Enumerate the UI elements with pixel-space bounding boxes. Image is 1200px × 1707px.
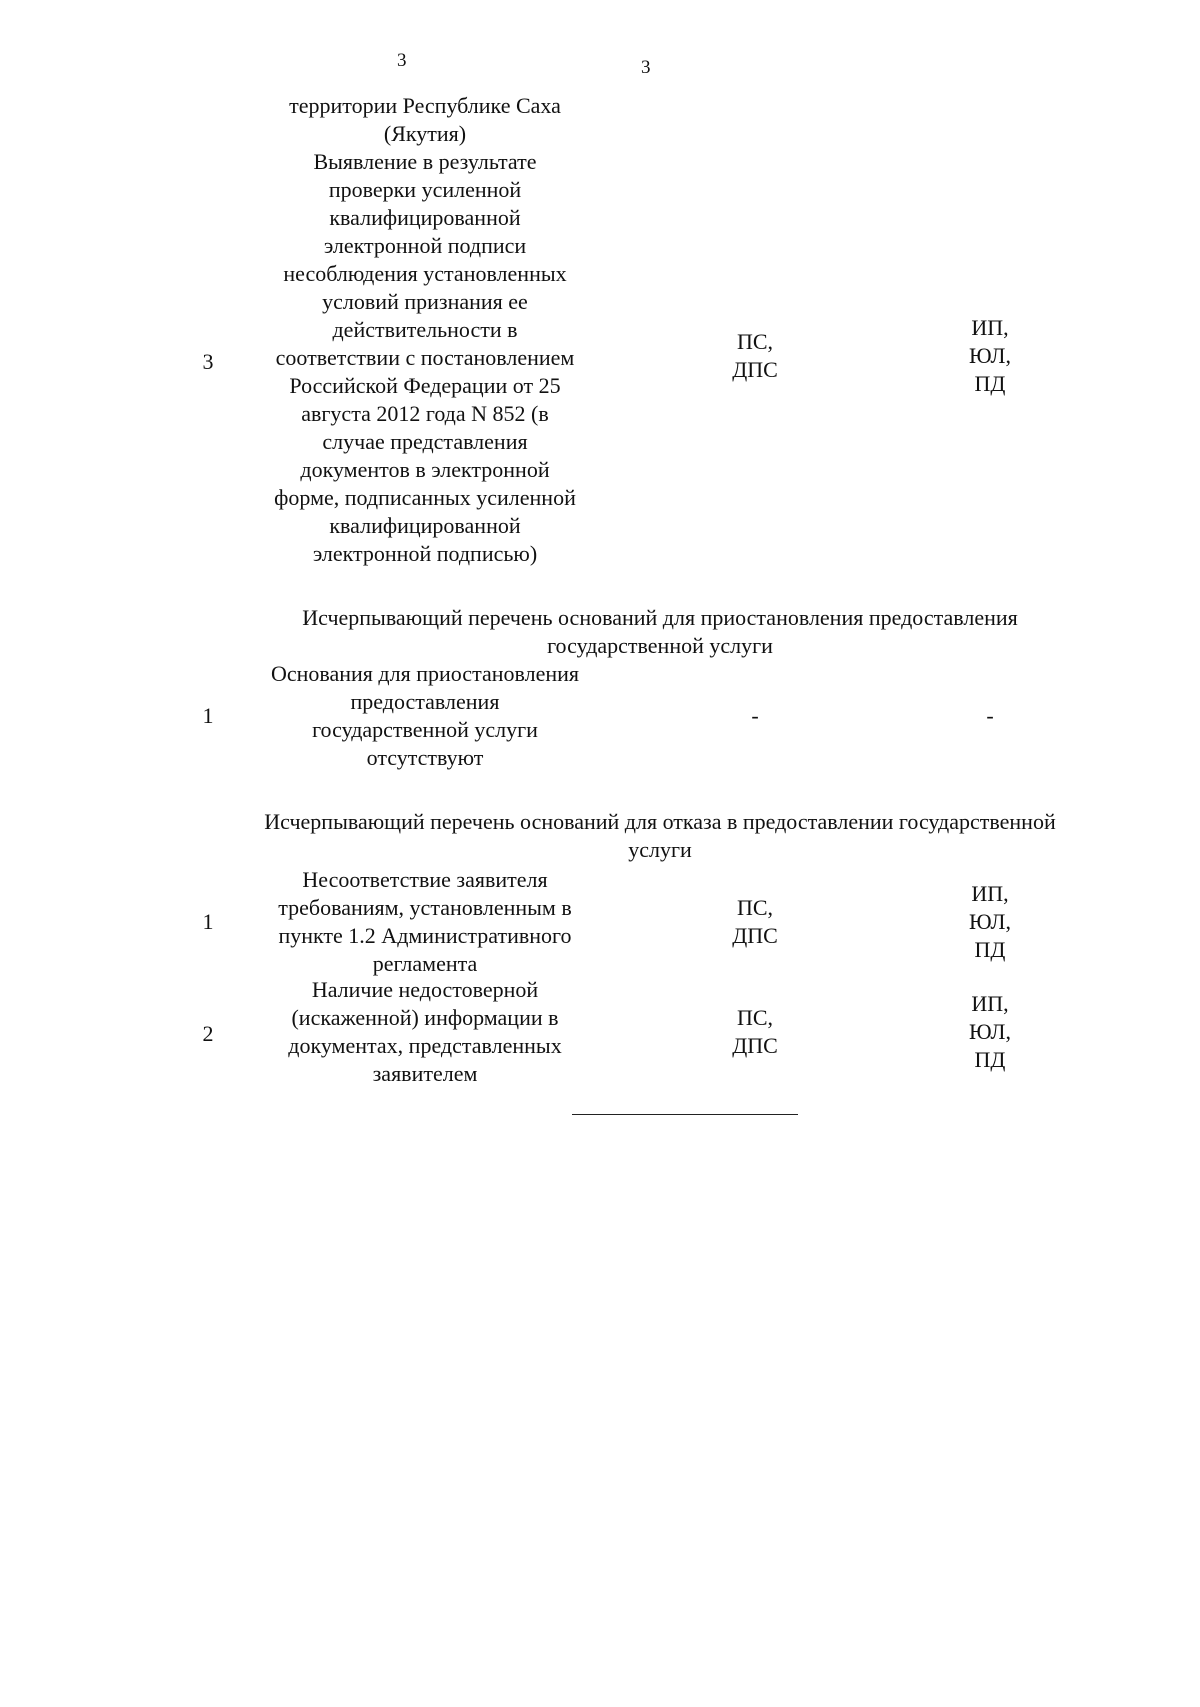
page-number-left: 3 xyxy=(397,50,407,71)
section-title-line: Исчерпывающий перечень оснований для отказа в предоставлении государственной xyxy=(264,809,1056,834)
text-line: (Якутия) xyxy=(383,121,467,146)
applicant-line: ПД xyxy=(974,1047,1006,1072)
channel-line: ПС, xyxy=(736,329,774,354)
text-line: предоставления xyxy=(350,689,500,714)
row-applicants xyxy=(930,990,1050,1074)
text-line: Наличие недостоверной xyxy=(311,977,539,1002)
closing-divider xyxy=(572,1114,798,1115)
text-line: случае представления xyxy=(322,429,528,454)
text-line: требованиям, установленным в xyxy=(278,895,572,920)
text-line: августа 2012 года N 852 (в xyxy=(301,401,549,426)
row-channels xyxy=(680,1004,830,1060)
row-description xyxy=(240,866,610,978)
channel-line: ДПС xyxy=(732,1033,778,1058)
applicant-line: ЮЛ, xyxy=(969,343,1011,368)
section-title-refusal xyxy=(160,808,1160,864)
text-line: пункте 1.2 Административного xyxy=(278,923,572,948)
section-title-line: Исчерпывающий перечень оснований для приостановления предоставления xyxy=(302,605,1018,630)
text-line: несоблюдения установленных xyxy=(283,261,567,286)
text-line: документах, представленных xyxy=(288,1033,562,1058)
text-line: Несоответствие заявителя xyxy=(302,867,548,892)
channel-line: ДПС xyxy=(732,923,778,948)
text-line: электронной подписью) xyxy=(312,541,538,566)
section-title-line: государственной услуги xyxy=(547,633,773,658)
row-applicants: - xyxy=(986,703,994,728)
section-title-suspension xyxy=(160,604,1160,660)
text-line: отсутствуют xyxy=(366,745,484,770)
text-line: Российской Федерации от 25 xyxy=(289,373,561,398)
row-number: 2 xyxy=(202,1021,214,1046)
row-description xyxy=(240,976,610,1088)
text-line: соответствии с постановлением xyxy=(275,345,575,370)
text-line: электронной подписи xyxy=(323,233,527,258)
applicant-line: ИП, xyxy=(971,881,1009,906)
row-applicants xyxy=(930,880,1050,964)
channel-line: ПС, xyxy=(736,895,774,920)
row-number: 3 xyxy=(202,349,214,374)
section-title-line: услуги xyxy=(628,837,692,862)
row-number: 1 xyxy=(202,703,214,728)
applicant-line: ИП, xyxy=(971,315,1009,340)
page-number-right: 3 xyxy=(641,57,651,78)
text-line: проверки усиленной xyxy=(328,177,522,202)
text-line: квалифицированной xyxy=(329,205,521,230)
applicant-line: ЮЛ, xyxy=(969,909,1011,934)
text-line: Выявление в результате xyxy=(313,149,537,174)
applicant-line: ПД xyxy=(974,371,1006,396)
text-line: квалифицированной xyxy=(329,513,521,538)
text-line: документов в электронной xyxy=(300,457,550,482)
text-line: регламента xyxy=(372,951,478,976)
text-line: территории Республике Саха xyxy=(289,93,561,118)
text-line: государственной услуги xyxy=(312,717,538,742)
applicant-line: ПД xyxy=(974,937,1006,962)
text-line: (искаженной) информации в xyxy=(291,1005,559,1030)
text-line: действительности в xyxy=(332,317,518,342)
applicant-line: ЮЛ, xyxy=(969,1019,1011,1044)
row-description xyxy=(240,92,610,568)
row-number: 1 xyxy=(202,909,214,934)
channel-line: ПС, xyxy=(736,1005,774,1030)
text-line: Основания для приостановления xyxy=(270,661,580,686)
applicant-line: ИП, xyxy=(971,991,1009,1016)
row-description xyxy=(240,660,610,772)
row-applicants xyxy=(930,314,1050,398)
row-channels: - xyxy=(751,703,759,728)
text-line: заявителем xyxy=(372,1061,478,1086)
row-channels xyxy=(680,328,830,384)
channel-line: ДПС xyxy=(732,357,778,382)
row-channels xyxy=(680,894,830,950)
text-line: форме, подписанных усиленной xyxy=(274,485,576,510)
text-line: условий признания ее xyxy=(322,289,528,314)
